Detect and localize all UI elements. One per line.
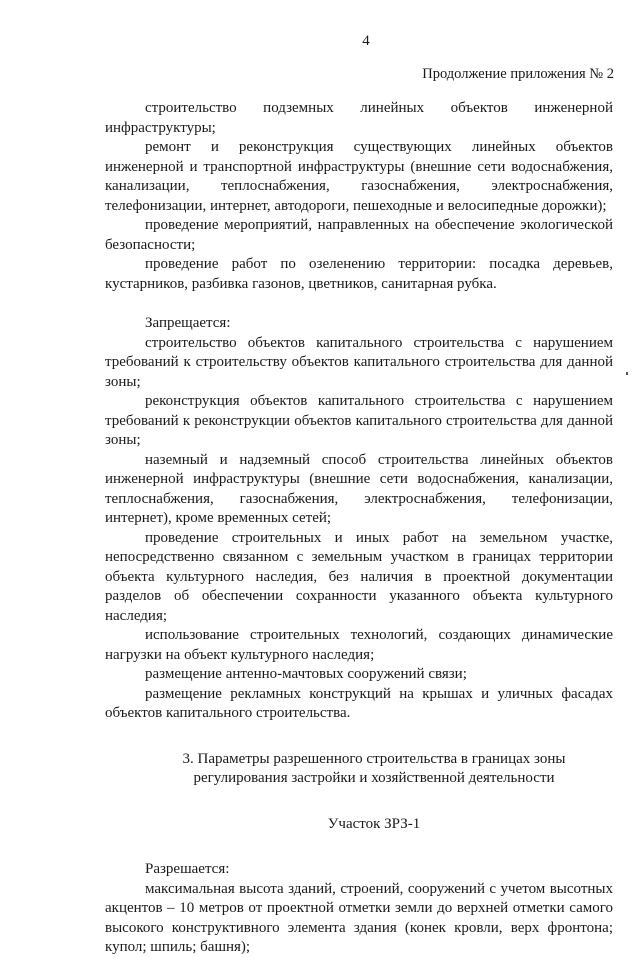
- spacer: [105, 294, 613, 314]
- section-allowed-item-1: максимальная высота зданий, строений, сооружений с учетом высотных акцентов – 10 метров от проектной отметки земли до верхней отметки самого высокого конструктивного элемента здания (конек кровли, верх фронтона; купол; шпиль; башня);: [105, 880, 613, 955]
- spacer: [105, 789, 613, 815]
- page-number: 4: [362, 33, 370, 49]
- allowed-item-4: проведение работ по озеленению территории: посадка деревьев, кустарников, разбивка газонов, цветников, санитарная рубка.: [105, 256, 613, 292]
- section-heading-line-1: 3. Параметры разрешенного строительства в границах зоны: [182, 750, 566, 767]
- forbidden-item-2: реконструкция объектов капитального строительства с нарушением требований к реконструкции объектов капитального строительства для данной зоны;: [105, 393, 613, 448]
- forbidden-item-5: использование строительных технологий, создающих динамические нагрузки на объект культурного наследия;: [105, 627, 613, 663]
- spacer: [105, 834, 613, 860]
- scan-speck: [626, 372, 628, 375]
- section-allowed-title: Разрешается:: [145, 861, 230, 877]
- forbidden-item-4: проведение строительных и иных работ на земельном участке, непосредственно связанном с земельным участком в границах территории объекта культурного наследия, без наличия в проектной документации разделов об обеспечении сохранности указанного объекта культурного наследия;: [105, 529, 613, 624]
- appendix-note: Продолжение приложения № 2: [422, 66, 614, 82]
- plot-subheading: Участок ЗРЗ-1: [327, 815, 421, 832]
- forbidden-item-6: размещение антенно-мачтовых сооружений связи;: [145, 666, 467, 682]
- spacer: [105, 724, 613, 750]
- section-heading-line-2: регулирования застройки и хозяйственной деятельности: [193, 770, 555, 786]
- forbidden-item-7: размещение рекламных конструкций на крышах и уличных фасадах объектов капитального строительства.: [105, 685, 613, 721]
- forbidden-item-3: наземный и надземный способ строительства линейных объектов инженерной инфраструктуры (внешние сети водоснабжения, канализации, теплоснабжения, газоснабжения, электроснабжения, телефонизации, интернет), кроме временных сетей;: [105, 451, 613, 526]
- forbidden-item-1: строительство объектов капитального строительства с нарушением требований к строительству объектов капитального строительства для данной зоны;: [105, 334, 613, 390]
- allowed-item-1: строительство подземных линейных объектов инженерной инфраструктуры;: [105, 100, 613, 136]
- forbidden-title: Запрещается:: [145, 315, 231, 331]
- document-body: [105, 99, 613, 958]
- allowed-item-2: ремонт и реконструкция существующих линейных объектов инженерной и транспортной инфраструктуры (внешние сети водоснабжения, канализации, теплоснабжения, газоснабжения, электроснабжения, телефонизации, интернет, автодороги, пешеходные и велосипедные дорожки);: [105, 139, 613, 214]
- allowed-item-3: проведение мероприятий, направленных на обеспечение экологической безопасности;: [105, 217, 613, 253]
